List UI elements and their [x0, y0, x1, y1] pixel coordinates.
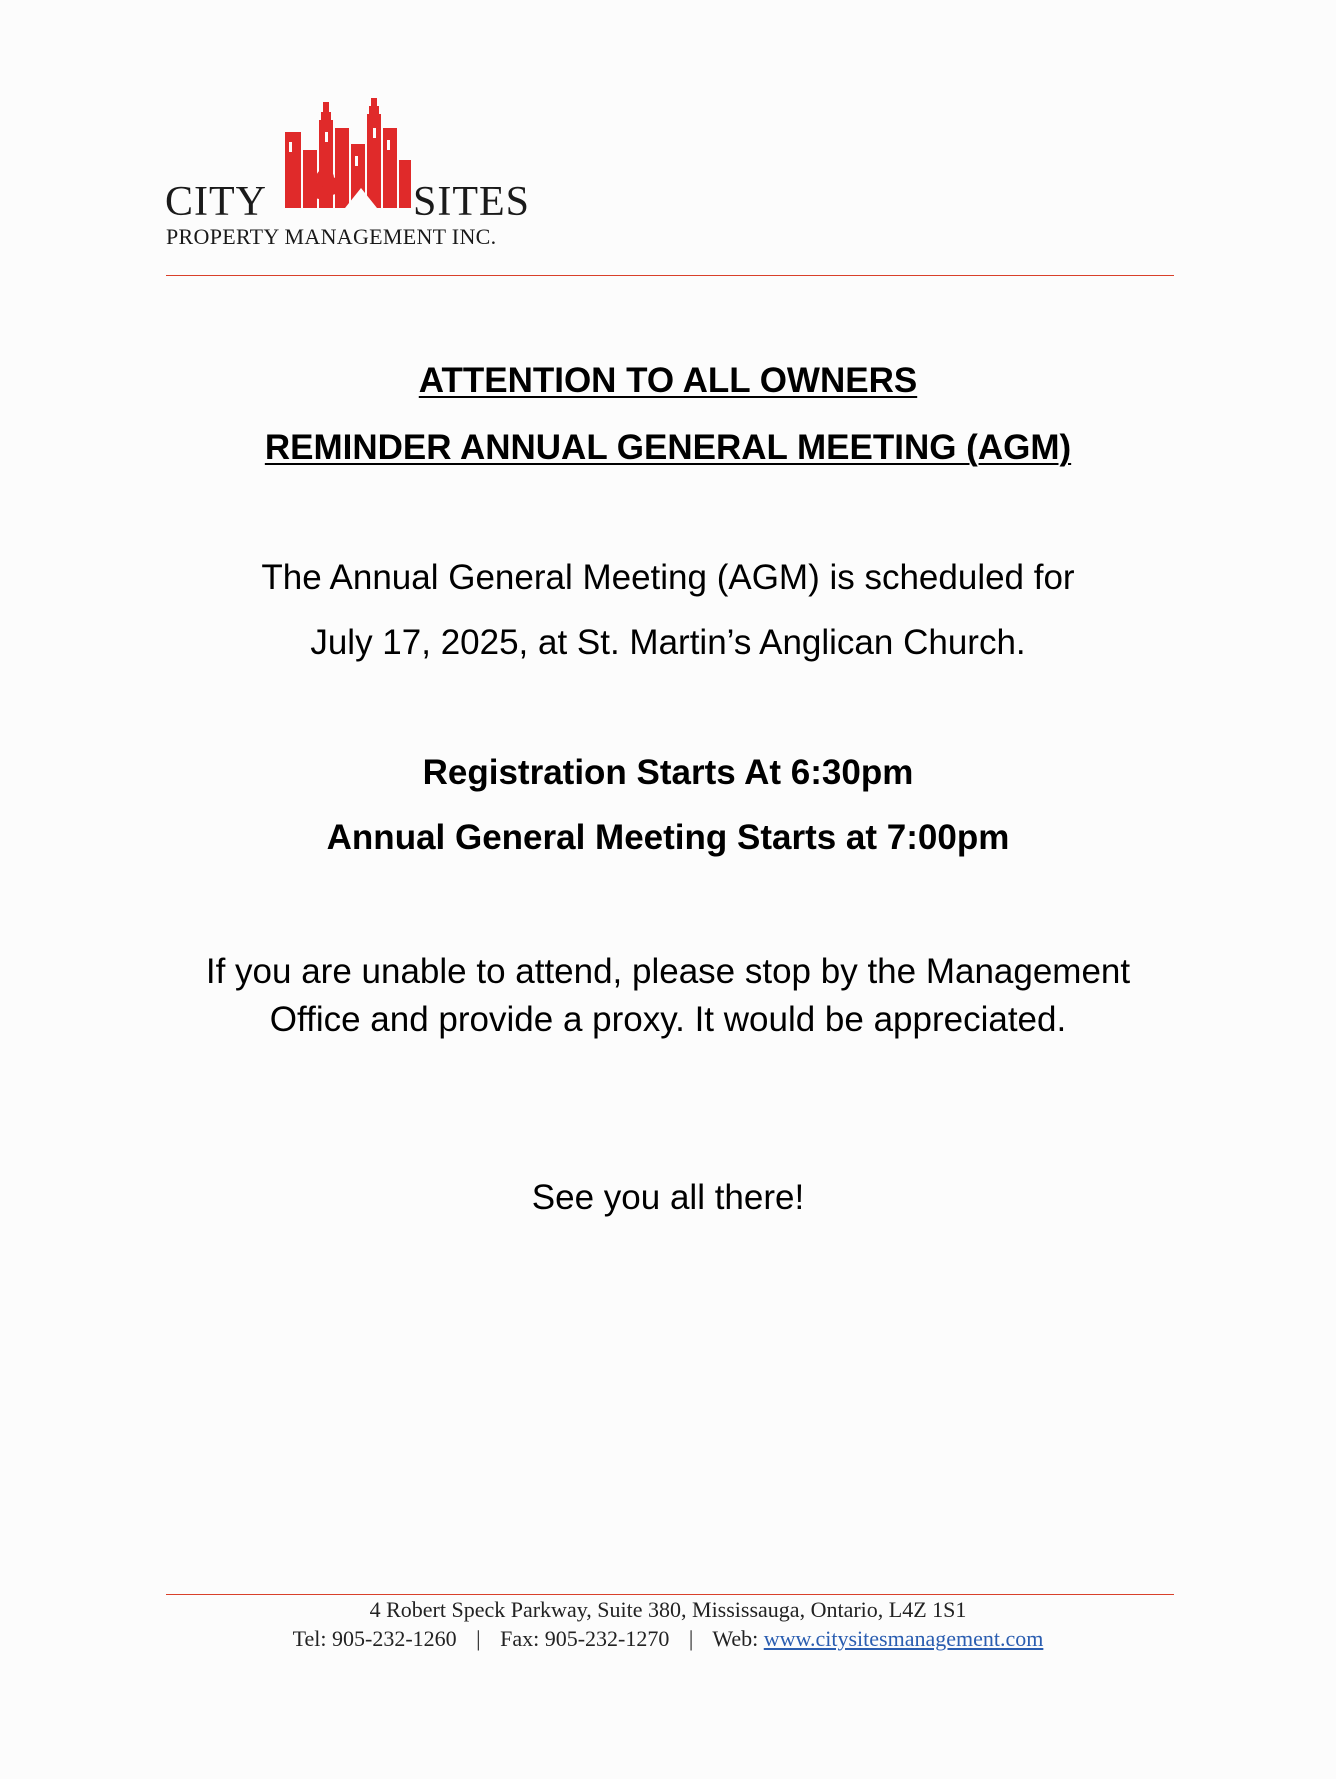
proxy-message: If you are unable to attend, please stop by the Management Office and provide a proxy. It would be appreciated.: [205, 952, 1131, 1039]
intro-line-2: July 17, 2025, at St. Martin’s Anglican Church.: [310, 623, 1026, 662]
footer-address: 4 Robert Speck Parkway, Suite 380, Mississauga, Ontario, L4Z 1S1: [369, 1597, 967, 1622]
agm-start-time: Annual General Meeting Starts at 7:00pm: [326, 818, 1010, 857]
footer-divider: [166, 1594, 1174, 1595]
footer-contact: [0, 1626, 1336, 1652]
logo-word-city: CITY: [165, 179, 267, 225]
notice-heading-owners: ATTENTION TO ALL OWNERS: [418, 361, 918, 400]
intro-line-1: The Annual General Meeting (AGM) is scheduled for: [261, 558, 1075, 597]
footer-separator: |: [476, 1626, 481, 1651]
notice-heading-agm: REMINDER ANNUAL GENERAL MEETING (AGM): [264, 428, 1072, 467]
logo-word-sites: SITES: [413, 179, 531, 225]
footer-tel: Tel: 905-232-1260: [292, 1626, 457, 1651]
footer-fax: Fax: 905-232-1270: [500, 1626, 670, 1651]
closing-message: See you all there!: [531, 1178, 805, 1217]
header-divider: [166, 275, 1174, 276]
footer-website-link[interactable]: www.citysitesmanagement.com: [763, 1626, 1044, 1651]
footer-separator: |: [688, 1626, 694, 1651]
logo-subtitle: PROPERTY MANAGEMENT INC.: [166, 224, 497, 249]
footer-web-label: Web:: [712, 1626, 759, 1651]
company-logo: [165, 98, 565, 250]
registration-time: Registration Starts At 6:30pm: [422, 753, 914, 792]
